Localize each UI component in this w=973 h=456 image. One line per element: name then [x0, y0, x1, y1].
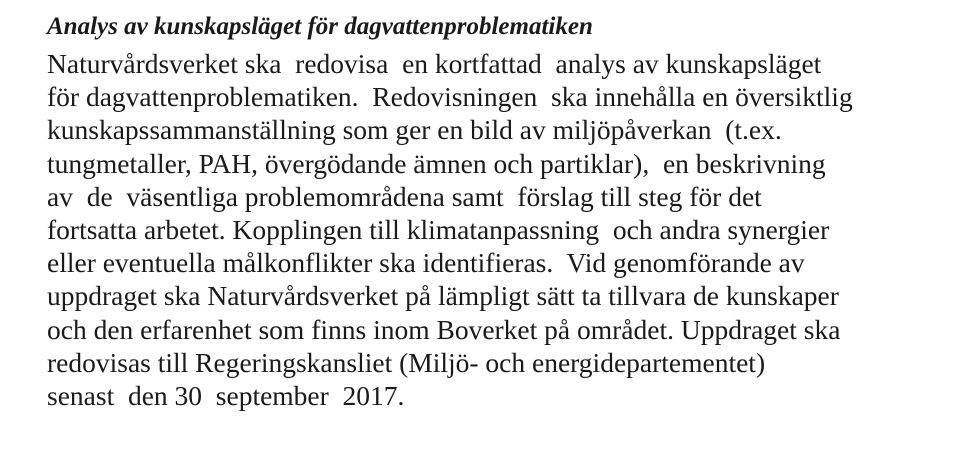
paragraph-line: och den erfarenhet som finns inom Boverket på området. Uppdraget ska — [47, 313, 841, 345]
paragraph-line: redovisas till Regeringskansliet (Miljö- och energidepartementet) — [47, 346, 766, 378]
paragraph-line: för dagvattenproblematiken. Redovisningen ska innehålla en översiktlig — [47, 81, 853, 113]
paragraph-line: uppdraget ska Naturvårdsverket på lämpligt sätt ta tillvara de kunskaper — [47, 280, 839, 312]
paragraph-line: eller eventuella målkonflikter ska identifieras. Vid genomförande av — [47, 247, 805, 279]
paragraph-line: kunskapssammanställning som ger en bild av miljöpåverkan (t.ex. — [47, 114, 782, 146]
paragraph-line: fortsatta arbetet. Kopplingen till klimatanpassning och andra synergier — [47, 213, 830, 245]
paragraph-line: av de väsentliga problemområdena samt förslag till steg för det — [47, 180, 762, 212]
paragraph-line: senast den 30 september 2017. — [47, 379, 405, 411]
paragraph-line: Naturvårdsverket ska redovisa en kortfattad analys av kunskapsläget — [47, 48, 822, 79]
section-heading: Analys av kunskapsläget för dagvattenproblematiken — [47, 13, 593, 40]
body-paragraph — [47, 47, 853, 412]
paragraph-line: tungmetaller, PAH, övergödande ämnen och partiklar), en beskrivning — [47, 147, 826, 179]
